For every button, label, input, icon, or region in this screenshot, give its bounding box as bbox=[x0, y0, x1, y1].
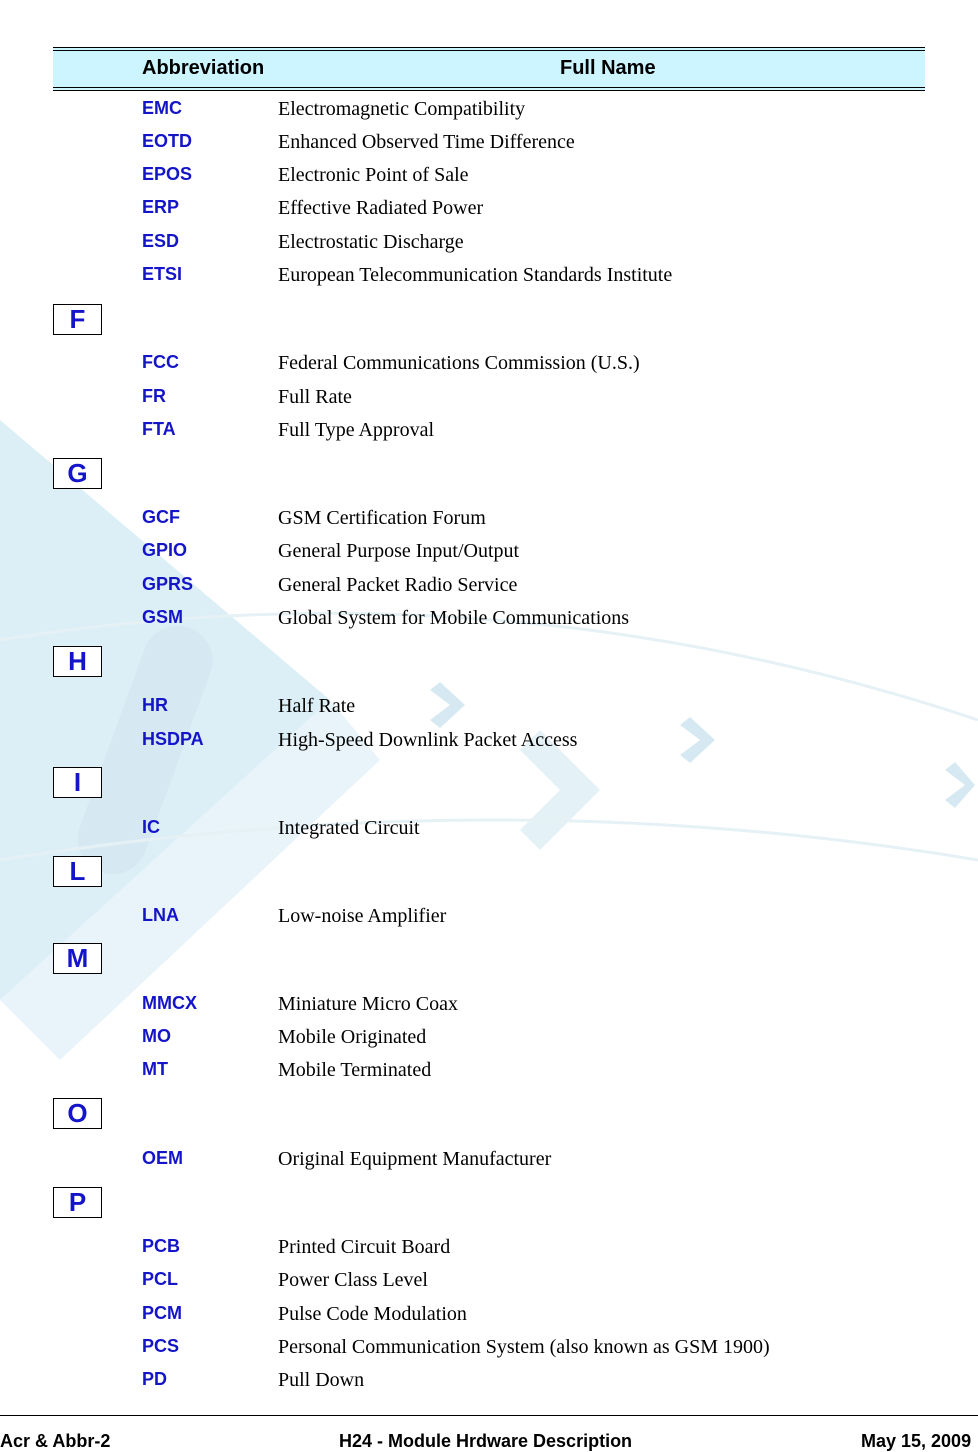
abbreviation: PCL bbox=[142, 1269, 178, 1289]
table-row bbox=[0, 728, 978, 758]
abbreviation: FTA bbox=[142, 419, 176, 439]
section-letter-o: O bbox=[53, 1098, 102, 1129]
abbreviation: EPOS bbox=[142, 164, 193, 184]
table-row bbox=[0, 351, 978, 381]
table-row bbox=[0, 1268, 978, 1298]
table-row bbox=[0, 1368, 978, 1398]
abbreviation: FR bbox=[142, 386, 166, 406]
abbreviation: PD bbox=[142, 1369, 168, 1389]
table-row bbox=[0, 1147, 978, 1177]
full-name: Effective Radiated Power bbox=[278, 197, 484, 219]
table-row bbox=[0, 992, 978, 1022]
full-name: Low-noise Amplifier bbox=[278, 905, 447, 927]
table-row bbox=[0, 97, 978, 127]
full-name: Half Rate bbox=[278, 695, 356, 717]
full-name: Global System for Mobile Communications bbox=[278, 607, 630, 629]
full-name: Original Equipment Manufacturer bbox=[278, 1148, 552, 1170]
footer-date: May 15, 2009 bbox=[861, 1431, 972, 1451]
table-header bbox=[53, 47, 925, 91]
table-row bbox=[0, 1235, 978, 1265]
full-name: European Telecommunication Standards Institute bbox=[278, 264, 673, 286]
abbreviation: EMC bbox=[142, 98, 182, 118]
full-name: General Purpose Input/Output bbox=[278, 540, 520, 562]
abbreviation: LNA bbox=[142, 905, 179, 925]
table-row bbox=[0, 694, 978, 724]
abbreviation: HSDPA bbox=[142, 729, 204, 749]
full-name: General Packet Radio Service bbox=[278, 574, 518, 596]
table-row bbox=[0, 263, 978, 293]
abbreviation: HR bbox=[142, 695, 168, 715]
table-row bbox=[0, 1058, 978, 1088]
full-name: Pull Down bbox=[278, 1369, 365, 1391]
full-name: Miniature Micro Coax bbox=[278, 993, 458, 1015]
abbreviation: PCB bbox=[142, 1236, 181, 1256]
abbreviation: MMCX bbox=[142, 993, 197, 1013]
table-row bbox=[0, 1302, 978, 1332]
abbreviation: ERP bbox=[142, 197, 180, 217]
header-full-name: Full Name bbox=[560, 57, 656, 79]
full-name: Full Rate bbox=[278, 386, 352, 408]
table-row bbox=[0, 196, 978, 226]
full-name: Printed Circuit Board bbox=[278, 1236, 451, 1258]
footer-divider bbox=[0, 1415, 978, 1416]
abbreviation: FCC bbox=[142, 352, 179, 372]
full-name: Electrostatic Discharge bbox=[278, 231, 464, 253]
table-row bbox=[0, 163, 978, 193]
full-name: High-Speed Downlink Packet Access bbox=[278, 729, 578, 751]
full-name: Electromagnetic Compatibility bbox=[278, 98, 526, 120]
header-abbreviation: Abbreviation bbox=[142, 57, 265, 79]
table-row bbox=[0, 385, 978, 415]
table-row bbox=[0, 1025, 978, 1055]
abbreviation: MT bbox=[142, 1059, 168, 1079]
table-row bbox=[0, 573, 978, 603]
section-letter-h: H bbox=[53, 646, 102, 677]
abbreviation: GSM bbox=[142, 607, 184, 627]
abbreviation: OEM bbox=[142, 1148, 184, 1168]
abbreviation: ESD bbox=[142, 231, 180, 251]
table-row bbox=[0, 230, 978, 260]
abbreviation: GCF bbox=[142, 507, 180, 527]
abbreviation: PCS bbox=[142, 1336, 180, 1356]
full-name: Enhanced Observed Time Difference bbox=[278, 131, 575, 153]
section-letter-i: I bbox=[53, 767, 102, 798]
abbreviation: EOTD bbox=[142, 131, 193, 151]
abbreviation: PCM bbox=[142, 1303, 182, 1323]
full-name: Pulse Code Modulation bbox=[278, 1303, 467, 1325]
abbreviation: ETSI bbox=[142, 264, 183, 284]
table-row bbox=[0, 539, 978, 569]
full-name: Mobile Terminated bbox=[278, 1059, 432, 1081]
footer-page-label: Acr & Abbr-2 bbox=[0, 1431, 111, 1451]
section-letter-m: M bbox=[53, 943, 102, 974]
full-name: Power Class Level bbox=[278, 1269, 428, 1291]
full-name: GSM Certification Forum bbox=[278, 507, 486, 529]
table-row bbox=[0, 1335, 978, 1365]
abbreviation: GPRS bbox=[142, 574, 194, 594]
full-name: Federal Communications Commission (U.S.) bbox=[278, 352, 640, 374]
abbreviation: MO bbox=[142, 1026, 171, 1046]
table-row bbox=[0, 506, 978, 536]
abbreviation: GPIO bbox=[142, 540, 188, 560]
section-letter-l: L bbox=[53, 856, 102, 887]
table-row bbox=[0, 130, 978, 160]
section-letter-p: P bbox=[53, 1187, 102, 1218]
full-name: Integrated Circuit bbox=[278, 817, 420, 839]
abbreviation: IC bbox=[142, 817, 160, 837]
full-name: Mobile Originated bbox=[278, 1026, 427, 1048]
table-row bbox=[0, 816, 978, 846]
section-letter-f: F bbox=[53, 304, 102, 335]
section-letter-g: G bbox=[53, 458, 102, 489]
full-name: Electronic Point of Sale bbox=[278, 164, 469, 186]
table-row bbox=[0, 904, 978, 934]
full-name: Personal Communication System (also known as GSM 1900) bbox=[278, 1336, 770, 1358]
table-row bbox=[0, 418, 978, 448]
full-name: Full Type Approval bbox=[278, 419, 435, 441]
table-row bbox=[0, 606, 978, 636]
footer-document-title: H24 - Module Hrdware Description bbox=[339, 1431, 633, 1451]
